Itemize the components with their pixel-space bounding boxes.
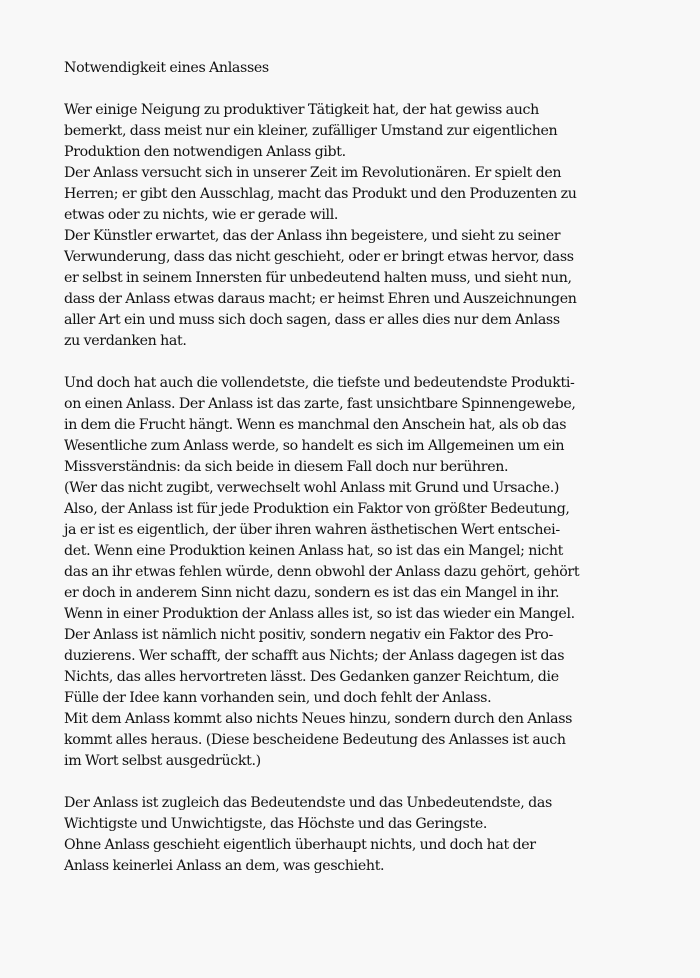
- text-line: Der Anlass versucht sich in unserer Zeit im Revolutionären. Er spielt den: [64, 165, 562, 181]
- text-line: in dem die Frucht hängt. Wenn es manchmal den Anschein hat, als ob das: [64, 417, 567, 433]
- text-line: Anlass keinerlei Anlass an dem, was geschieht.: [64, 858, 385, 874]
- text-line: Fülle der Idee kann vorhanden sein, und doch fehlt der Anlass.: [64, 690, 492, 706]
- text-line: Missverständnis: da sich beide in diesem Fall doch nur berühren.: [64, 459, 509, 475]
- text-line: Ohne Anlass geschieht eigentlich überhaupt nichts, und doch hat der: [64, 837, 536, 853]
- text-line: Herren; er gibt den Ausschlag, macht das Produkt und den Produzenten zu: [64, 186, 577, 202]
- paragraph: [64, 373, 664, 772]
- text-line: zu verdanken hat.: [64, 333, 187, 349]
- text-line: bemerkt, dass meist nur ein kleiner, zufälliger Umstand zur eigentlichen: [64, 123, 558, 139]
- paragraph: [64, 100, 664, 352]
- text-line: Nichts, das alles hervortreten lässt. Des Gedanken ganzer Reichtum, die: [64, 669, 559, 685]
- text-line: Der Anlass ist nämlich nicht positiv, sondern negativ ein Faktor des Pro-: [64, 627, 553, 643]
- text-line: er selbst in seinem Innersten für unbedeutend halten muss, und sieht nun,: [64, 270, 572, 286]
- text-line: duzierens. Wer schafft, der schafft aus Nichts; der Anlass dagegen ist das: [64, 648, 565, 664]
- text-line: (Wer das nicht zugibt, verwechselt wohl Anlass mit Grund und Ursache.): [64, 480, 560, 496]
- text-line: Mit dem Anlass kommt also nichts Neues hinzu, sondern durch den Anlass: [64, 711, 573, 727]
- text-line: Wichtigste und Unwichtigste, das Höchste und das Geringste.: [64, 816, 488, 832]
- text-line: aller Art ein und muss sich doch sagen, dass er alles dies nur dem Anlass: [64, 312, 560, 328]
- text-line: Wenn in einer Produktion der Anlass alles ist, so ist das wieder ein Mangel.: [64, 606, 575, 622]
- text-line: Wesentliche zum Anlass werde, so handelt es sich im Allgemeinen um ein: [64, 438, 565, 454]
- text-line: Der Künstler erwartet, das der Anlass ihn begeistere, und sieht zu seiner: [64, 228, 561, 244]
- text-line: kommt alles heraus. (Diese bescheidene Bedeutung des Anlasses ist auch: [64, 732, 566, 748]
- paragraph: [64, 793, 664, 877]
- document-title: Notwendigkeit eines Anlasses: [64, 60, 269, 76]
- text-line: Der Anlass ist zugleich das Bedeutendste und das Unbedeutendste, das: [64, 795, 552, 811]
- text-line: on einen Anlass. Der Anlass ist das zarte, fast unsichtbare Spinnengewebe,: [64, 396, 576, 412]
- text-line: im Wort selbst ausgedrückt.): [64, 753, 261, 769]
- text-line: Produktion den notwendigen Anlass gibt.: [64, 144, 346, 160]
- text-line: det. Wenn eine Produktion keinen Anlass hat, so ist das ein Mangel; nicht: [64, 543, 563, 559]
- text-line: ja er ist es eigentlich, der über ihren wahren ästhetischen Wert entschei-: [64, 522, 560, 538]
- text-line: Also, der Anlass ist für jede Produktion ein Faktor von größter Bedeutung,: [64, 501, 570, 517]
- text-line: das an ihr etwas fehlen würde, denn obwohl der Anlass dazu gehört, gehört: [64, 564, 580, 580]
- text-line: Verwunderung, dass das nicht geschieht, oder er bringt etwas hervor, dass: [64, 249, 574, 265]
- text-line: etwas oder zu nichts, wie er gerade will.: [64, 207, 339, 223]
- text-line: er doch in anderem Sinn nicht dazu, sondern es ist das ein Mangel in ihr.: [64, 585, 560, 601]
- text-line: dass der Anlass etwas daraus macht; er heimst Ehren und Auszeichnungen: [64, 291, 577, 307]
- document-body: [64, 100, 664, 877]
- document-page: [64, 58, 664, 898]
- text-line: Und doch hat auch die vollendetste, die tiefste und bedeutendste Produkti-: [64, 375, 575, 391]
- text-line: Wer einige Neigung zu produktiver Tätigkeit hat, der hat gewiss auch: [64, 102, 539, 118]
